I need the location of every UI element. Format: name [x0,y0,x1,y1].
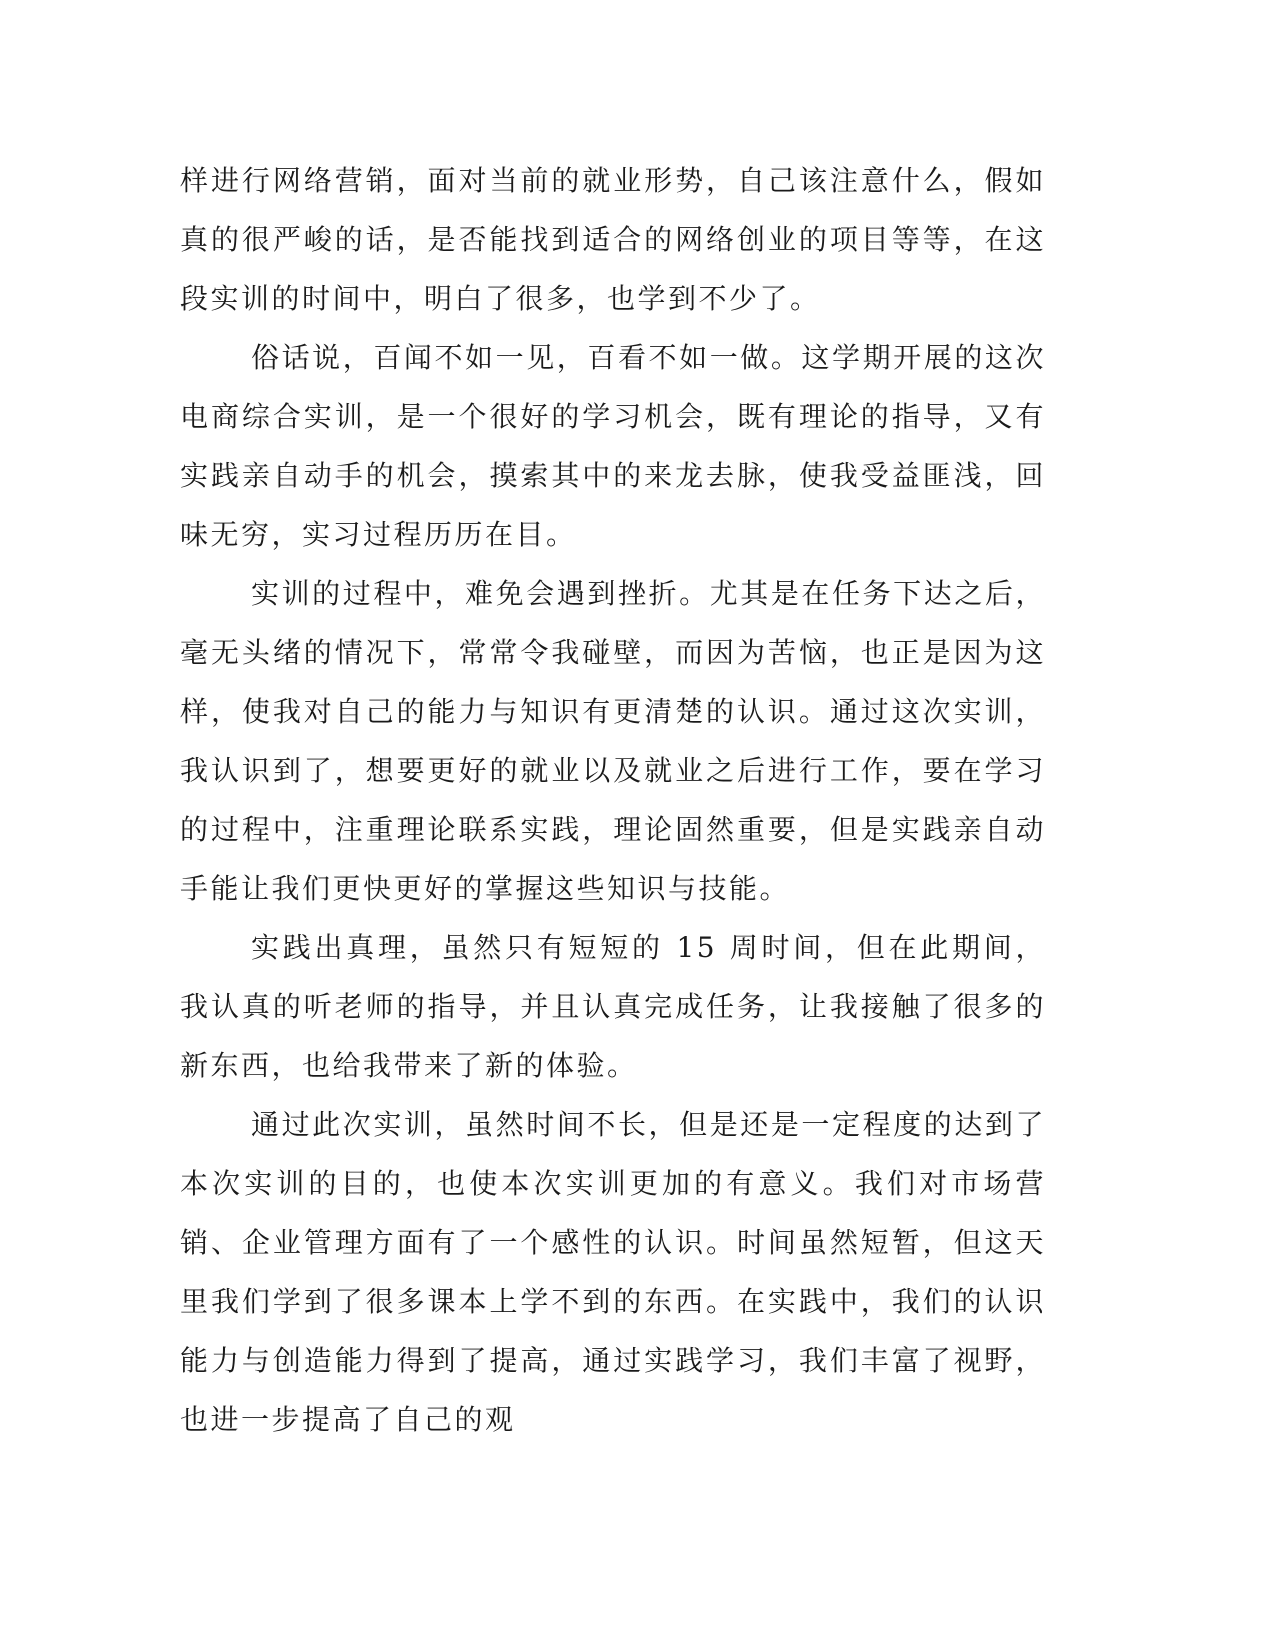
document-body [180,151,1046,1449]
paragraph-continuation: 样进行网络营销，面对当前的就业形势，自己该注意什么，假如真的很严峻的话，是否能找到适合的网络创业的项目等等，在这段实训的时间中，明白了很多，也学到不少了。 [180,164,1046,315]
paragraph: 实训的过程中，难免会遇到挫折。尤其是在任务下达之后，毫无头绪的情况下，常常令我碰壁，而因为苦恼，也正是因为这样，使我对自己的能力与知识有更清楚的认识。通过这次实训，我认识到了，想要更好的就业以及就业之后进行工作，要在学习的过程中，注重理论联系实践，理论固然重要，但是实践亲自动手能让我们更快更好的掌握这些知识与技能。 [180,577,1046,905]
paragraph: 通过此次实训，虽然时间不长，但是还是一定程度的达到了本次实训的目的，也使本次实训更加的有意义。我们对市场营销、企业管理方面有了一个感性的认识。时间虽然短暂，但这天里我们学到了很多课本上学不到的东西。在实践中，我们的认识能力与创造能力得到了提高，通过实践学习，我们丰富了视野，也进一步提高了自己的观 [180,1108,1046,1436]
paragraph: 实践出真理，虽然只有短短的 15 周时间，但在此期间，我认真的听老师的指导，并且认真完成任务，让我接触了很多的新东西，也给我带来了新的体验。 [180,931,1046,1082]
paragraph: 俗话说，百闻不如一见，百看不如一做。这学期开展的这次电商综合实训，是一个很好的学习机会，既有理论的指导，又有实践亲自动手的机会，摸索其中的来龙去脉，使我受益匪浅，回味无穷，实习过程历历在目。 [180,341,1046,551]
